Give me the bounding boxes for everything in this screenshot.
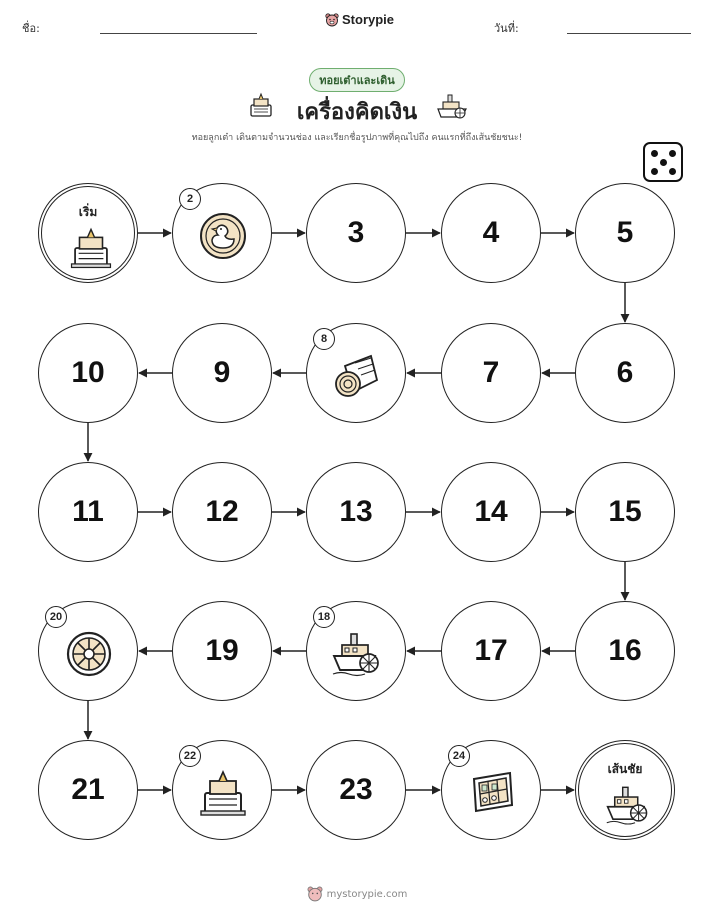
start-label: เริ่ม	[78, 205, 98, 219]
board-space	[575, 323, 675, 423]
board-space	[441, 462, 541, 562]
board-space	[172, 601, 272, 701]
space-number: 7	[482, 356, 500, 389]
space-number: 9	[213, 356, 231, 389]
board-space	[441, 323, 541, 423]
board-space	[441, 740, 541, 840]
space-number-badge: 22	[179, 745, 201, 767]
space-number: 10	[71, 356, 105, 389]
paper-roll-icon	[331, 350, 383, 402]
space-number: 21	[71, 773, 105, 806]
start-space	[38, 183, 138, 283]
space-number: 17	[474, 634, 508, 667]
steamboat-icon	[331, 628, 383, 680]
space-number: 6	[616, 356, 634, 389]
board-space	[306, 323, 406, 423]
board-space	[575, 183, 675, 283]
footer-url: mystorypie.com	[326, 888, 408, 900]
board-space	[172, 323, 272, 423]
board-space	[38, 740, 138, 840]
space-number: 15	[608, 495, 642, 528]
space-number: 14	[474, 495, 508, 528]
page-title: เครื่องคิดเงิน	[296, 100, 418, 125]
board-space	[441, 183, 541, 283]
space-number: 4	[482, 216, 500, 249]
game-type-badge: ทอยเต๋าและเดิน	[309, 68, 405, 92]
finish-space	[575, 740, 675, 840]
board-space	[306, 740, 406, 840]
date-label: วันที่:	[494, 22, 519, 35]
finish-label: เส้นชัย	[607, 762, 643, 776]
board-space	[172, 462, 272, 562]
board-space	[172, 183, 272, 283]
board-space	[38, 323, 138, 423]
board-space	[306, 462, 406, 562]
space-number: 5	[616, 216, 634, 249]
space-number: 23	[339, 773, 373, 806]
instructions: ทอยลูกเต๋า เดินตามจำนวนช่อง และเรียกชื่อรูปภาพที่คุณไปถึง คนแรกที่ถึงเส้นชัยชนะ!	[191, 133, 523, 143]
steamboat-icon	[605, 782, 651, 828]
space-number-badge: 8	[313, 328, 335, 350]
board-space	[172, 740, 272, 840]
space-number: 3	[347, 216, 365, 249]
board-space	[441, 601, 541, 701]
brand-name: Storypie	[342, 12, 395, 27]
name-label: ชื่อ:	[22, 22, 40, 35]
board-space	[575, 462, 675, 562]
space-number-badge: 24	[448, 745, 470, 767]
cash-register-icon	[68, 225, 114, 271]
wheel-icon	[63, 628, 115, 680]
cash-drawer-icon	[466, 767, 518, 819]
bear-icon	[307, 886, 323, 902]
board-space	[575, 601, 675, 701]
space-number: 12	[205, 495, 239, 528]
space-number: 11	[72, 495, 104, 528]
space-number: 16	[608, 634, 642, 667]
space-number: 19	[205, 634, 239, 667]
board-space	[38, 462, 138, 562]
space-number-badge: 20	[45, 606, 67, 628]
board-space	[38, 601, 138, 701]
space-number: 13	[339, 495, 373, 528]
duck-coin-icon	[197, 210, 249, 262]
board-space	[306, 601, 406, 701]
space-number-badge: 2	[179, 188, 201, 210]
board-space	[306, 183, 406, 283]
cash-register-icon	[197, 767, 249, 819]
space-number-badge: 18	[313, 606, 335, 628]
footer	[0, 886, 714, 902]
